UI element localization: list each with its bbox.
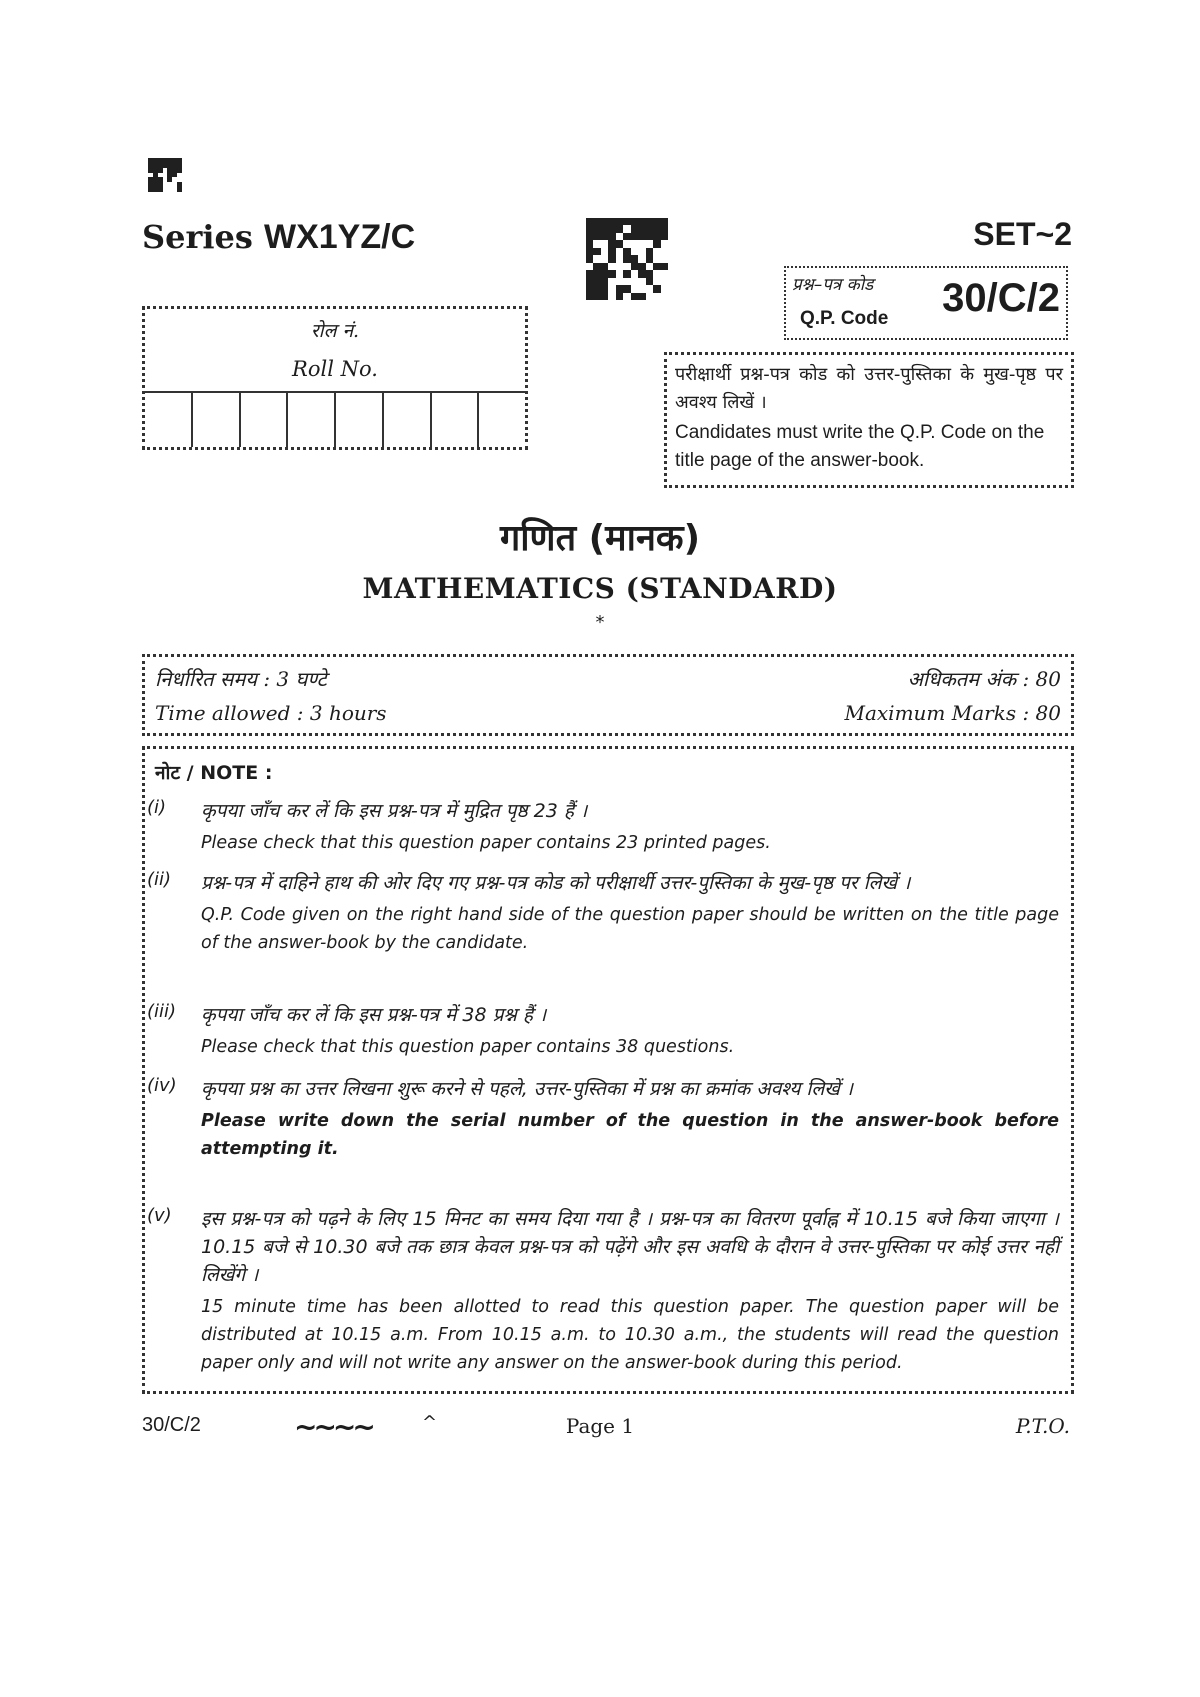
roll-cell[interactable] bbox=[241, 393, 289, 447]
qr-module bbox=[593, 270, 600, 277]
qr-module bbox=[661, 218, 668, 225]
qr-module bbox=[608, 233, 615, 240]
qr-module bbox=[601, 225, 608, 232]
qr-module bbox=[586, 270, 593, 277]
roll-cell[interactable] bbox=[432, 393, 480, 447]
roll-cell[interactable] bbox=[384, 393, 432, 447]
time-marks-box bbox=[142, 654, 1074, 736]
qr-module bbox=[638, 285, 645, 292]
qr-module bbox=[631, 248, 638, 255]
qr-module bbox=[593, 248, 600, 255]
qr-module bbox=[608, 278, 615, 285]
qr-module bbox=[638, 278, 645, 285]
qr-module bbox=[623, 240, 630, 247]
qr-module bbox=[593, 225, 600, 232]
qr-module bbox=[638, 218, 645, 225]
qr-module bbox=[653, 233, 660, 240]
note-box bbox=[142, 746, 1074, 1394]
qr-module bbox=[616, 240, 623, 247]
qr-module bbox=[601, 270, 608, 277]
qr-module bbox=[586, 278, 593, 285]
qr-module bbox=[638, 263, 645, 270]
qr-module bbox=[616, 263, 623, 270]
qr-module bbox=[653, 255, 660, 262]
large-qr-code bbox=[586, 218, 668, 300]
qr-module bbox=[638, 293, 645, 300]
qr-module bbox=[631, 255, 638, 262]
note-text-hindi: इस प्रश्न-पत्र को पढ़ने के लिए 15 मिनट का समय दिया गया है । प्रश्न-पत्र का वितरण पूर्वाह्न में 10.15 बजे किया जाएगा । 10.15 बजे से 10.30 बजे तक छात्र केवल प्रश्न-पत्र को पढ़ेंगे और इस अवधि के दौरान वे उत्तर-पुस्तिका पर कोई उत्तर नहीं लिखेंगे । bbox=[201, 1208, 1059, 1286]
qr-module bbox=[586, 240, 593, 247]
note-text-english: Q.P. Code given on the right hand side of the question paper should be written on the title page of the answer-book by the candidate. bbox=[201, 905, 1059, 953]
qr-module bbox=[593, 263, 600, 270]
note-number: (ii) bbox=[147, 869, 172, 890]
subject-title-hindi: गणित (मानक) bbox=[499, 518, 701, 559]
qr-module bbox=[616, 270, 623, 277]
qr-module bbox=[586, 233, 593, 240]
note-text-english: Please check that this question paper contains 38 questions. bbox=[201, 1037, 735, 1057]
qr-module bbox=[616, 255, 623, 262]
qr-module bbox=[638, 240, 645, 247]
title-asterisk: * bbox=[595, 612, 605, 633]
qr-module bbox=[608, 225, 615, 232]
series-label bbox=[142, 218, 415, 257]
qr-module bbox=[638, 255, 645, 262]
footer-qp-code: 30/C/2 bbox=[142, 1414, 201, 1436]
qr-module bbox=[653, 278, 660, 285]
note-item bbox=[145, 1001, 1059, 1061]
qr-module bbox=[593, 278, 600, 285]
series-code: WX1YZ/C bbox=[264, 218, 416, 256]
qr-module bbox=[616, 278, 623, 285]
qr-module bbox=[593, 218, 600, 225]
qr-module bbox=[661, 293, 668, 300]
qr-module bbox=[586, 255, 593, 262]
candidate-instruction-hindi: परीक्षार्थी प्रश्न-पत्र कोड को उत्तर-पुस्तिका के मुख-पृष्ठ पर अवश्य लिखें । bbox=[675, 364, 1063, 413]
qr-module bbox=[616, 285, 623, 292]
footer-caret-mark: ^ bbox=[422, 1412, 438, 1433]
qr-module bbox=[661, 255, 668, 262]
roll-english-label: Roll No. bbox=[292, 357, 378, 381]
note-number: (v) bbox=[147, 1205, 172, 1226]
qr-module bbox=[608, 293, 615, 300]
note-text-english: Please write down the serial number of the question in the answer-book before attempting it. bbox=[201, 1111, 1059, 1159]
qr-module bbox=[646, 233, 653, 240]
qr-module bbox=[623, 263, 630, 270]
qp-code-hindi-label: प्रश्न–पत्र कोड bbox=[792, 275, 874, 295]
qr-module bbox=[638, 270, 645, 277]
roll-number-box bbox=[142, 306, 528, 450]
qr-module bbox=[631, 270, 638, 277]
qr-module bbox=[661, 225, 668, 232]
time-allowed-hindi: निर्धारित समय : 3 घण्टे bbox=[155, 667, 327, 691]
qr-module bbox=[608, 240, 615, 247]
qr-module bbox=[653, 240, 660, 247]
qp-code-value: 30/C/2 bbox=[942, 276, 1060, 320]
qr-module bbox=[653, 225, 660, 232]
qr-module bbox=[638, 248, 645, 255]
qr-module bbox=[586, 263, 593, 270]
subject-title-english: MATHEMATICS (STANDARD) bbox=[362, 572, 838, 605]
note-number: (i) bbox=[147, 797, 167, 818]
qr-module bbox=[586, 218, 593, 225]
qr-module bbox=[608, 218, 615, 225]
qr-module bbox=[661, 263, 668, 270]
note-number: (iv) bbox=[147, 1075, 177, 1096]
qr-module bbox=[601, 240, 608, 247]
footer-tilde-mark: ~~~~ bbox=[294, 1410, 372, 1443]
qr-module bbox=[616, 225, 623, 232]
roll-hindi-label: रोल नं. bbox=[310, 320, 360, 342]
qr-module bbox=[646, 240, 653, 247]
qr-module bbox=[646, 278, 653, 285]
qr-module bbox=[586, 248, 593, 255]
qr-module bbox=[601, 293, 608, 300]
qr-module bbox=[608, 255, 615, 262]
footer-pto: P.T.O. bbox=[1015, 1414, 1070, 1438]
max-marks-hindi: अधिकतम अंक : 80 bbox=[907, 667, 1061, 691]
note-text-hindi: प्रश्न-पत्र में दाहिने हाथ की ओर दिए गए प्रश्न-पत्र कोड को परीक्षार्थी उत्तर-पुस्तिका के मुख-पृष्ठ पर लिखें । bbox=[201, 872, 911, 894]
qr-module bbox=[661, 233, 668, 240]
qr-module bbox=[638, 225, 645, 232]
qr-module bbox=[616, 293, 623, 300]
qr-module bbox=[623, 225, 630, 232]
qr-module bbox=[601, 248, 608, 255]
qr-module bbox=[661, 240, 668, 247]
note-text-hindi: कृपया जाँच कर लें कि इस प्रश्न-पत्र में 38 प्रश्न हैं । bbox=[201, 1004, 547, 1026]
qr-module bbox=[653, 285, 660, 292]
qr-module bbox=[631, 263, 638, 270]
roll-cell[interactable] bbox=[193, 393, 241, 447]
qr-module bbox=[646, 293, 653, 300]
qr-module bbox=[661, 270, 668, 277]
qr-module bbox=[601, 218, 608, 225]
qr-module bbox=[601, 255, 608, 262]
note-text-english: 15 minute time has been allotted to read this question paper. The question paper will be distributed at 10.15 a.m. From 10.15 a.m. to 10.30 a.m., the students will read the question paper only and will not write any answer on the answer-book during this period. bbox=[201, 1297, 1059, 1373]
roll-cell[interactable] bbox=[336, 393, 384, 447]
series-word: Series bbox=[142, 218, 253, 256]
note-text-hindi: कृपया जाँच कर लें कि इस प्रश्न-पत्र में मुद्रित पृष्ठ 23 हैं । bbox=[201, 800, 588, 822]
qr-module bbox=[646, 263, 653, 270]
note-text-english: Please check that this question paper contains 23 printed pages. bbox=[201, 833, 771, 853]
qr-module bbox=[593, 285, 600, 292]
qr-module bbox=[623, 255, 630, 262]
note-item bbox=[145, 1075, 1059, 1163]
footer-page-number: Page 1 bbox=[565, 1414, 635, 1438]
qr-module bbox=[586, 293, 593, 300]
qr-module bbox=[601, 263, 608, 270]
qr-module bbox=[623, 285, 630, 292]
set-label: SET~2 bbox=[973, 216, 1072, 252]
qr-module bbox=[608, 263, 615, 270]
note-item bbox=[145, 869, 1059, 957]
qr-module bbox=[623, 233, 630, 240]
qr-module bbox=[653, 270, 660, 277]
note-title: नोट / NOTE : bbox=[155, 762, 273, 784]
qr-module bbox=[653, 263, 660, 270]
qr-module bbox=[631, 278, 638, 285]
qr-module bbox=[631, 218, 638, 225]
note-item bbox=[145, 797, 1059, 857]
qr-module bbox=[601, 233, 608, 240]
time-allowed-english: Time allowed : 3 hours bbox=[155, 701, 387, 725]
qr-module bbox=[623, 248, 630, 255]
qr-module bbox=[646, 218, 653, 225]
note-number: (iii) bbox=[147, 1001, 177, 1022]
qr-module bbox=[661, 248, 668, 255]
qr-module bbox=[616, 218, 623, 225]
qr-module bbox=[623, 218, 630, 225]
qr-module bbox=[653, 293, 660, 300]
qr-module bbox=[631, 293, 638, 300]
qr-module bbox=[593, 233, 600, 240]
qr-module bbox=[593, 240, 600, 247]
qr-module bbox=[661, 285, 668, 292]
qr-module bbox=[608, 248, 615, 255]
qr-module bbox=[646, 285, 653, 292]
qr-module bbox=[623, 293, 630, 300]
qr-module bbox=[177, 187, 182, 192]
qr-module bbox=[646, 255, 653, 262]
small-qr-code bbox=[148, 158, 182, 192]
qp-code-english-label: Q.P. Code bbox=[800, 308, 889, 329]
qr-module bbox=[608, 270, 615, 277]
qr-module bbox=[661, 278, 668, 285]
qr-module bbox=[623, 278, 630, 285]
candidate-instruction-english: Candidates must write the Q.P. Code on the title page of the answer-book. bbox=[675, 422, 1045, 471]
qr-module bbox=[638, 233, 645, 240]
qr-module bbox=[586, 225, 593, 232]
qr-module bbox=[593, 255, 600, 262]
qr-module bbox=[631, 225, 638, 232]
qr-module bbox=[616, 248, 623, 255]
qr-module bbox=[601, 285, 608, 292]
qr-module bbox=[646, 225, 653, 232]
qr-module bbox=[646, 248, 653, 255]
roll-cell[interactable] bbox=[288, 393, 336, 447]
qr-module bbox=[586, 285, 593, 292]
roll-number-cells bbox=[145, 391, 525, 447]
qp-code-box bbox=[784, 266, 1068, 340]
qr-module bbox=[608, 285, 615, 292]
note-text-hindi: कृपया प्रश्न का उत्तर लिखना शुरू करने से पहले, उत्तर-पुस्तिका में प्रश्न का क्रमांक अवश्य लिखें । bbox=[201, 1078, 853, 1100]
max-marks-english: Maximum Marks : 80 bbox=[844, 701, 1061, 725]
qr-module bbox=[623, 270, 630, 277]
qr-module bbox=[593, 293, 600, 300]
roll-cell[interactable] bbox=[479, 393, 525, 447]
qr-module bbox=[631, 233, 638, 240]
qr-module bbox=[631, 240, 638, 247]
qr-module bbox=[653, 218, 660, 225]
candidate-instruction-box bbox=[664, 352, 1074, 488]
qr-module bbox=[631, 285, 638, 292]
roll-cell[interactable] bbox=[145, 393, 193, 447]
qr-module bbox=[601, 278, 608, 285]
note-item bbox=[145, 1205, 1059, 1377]
qr-module bbox=[653, 248, 660, 255]
qr-module bbox=[646, 270, 653, 277]
qr-module bbox=[616, 233, 623, 240]
